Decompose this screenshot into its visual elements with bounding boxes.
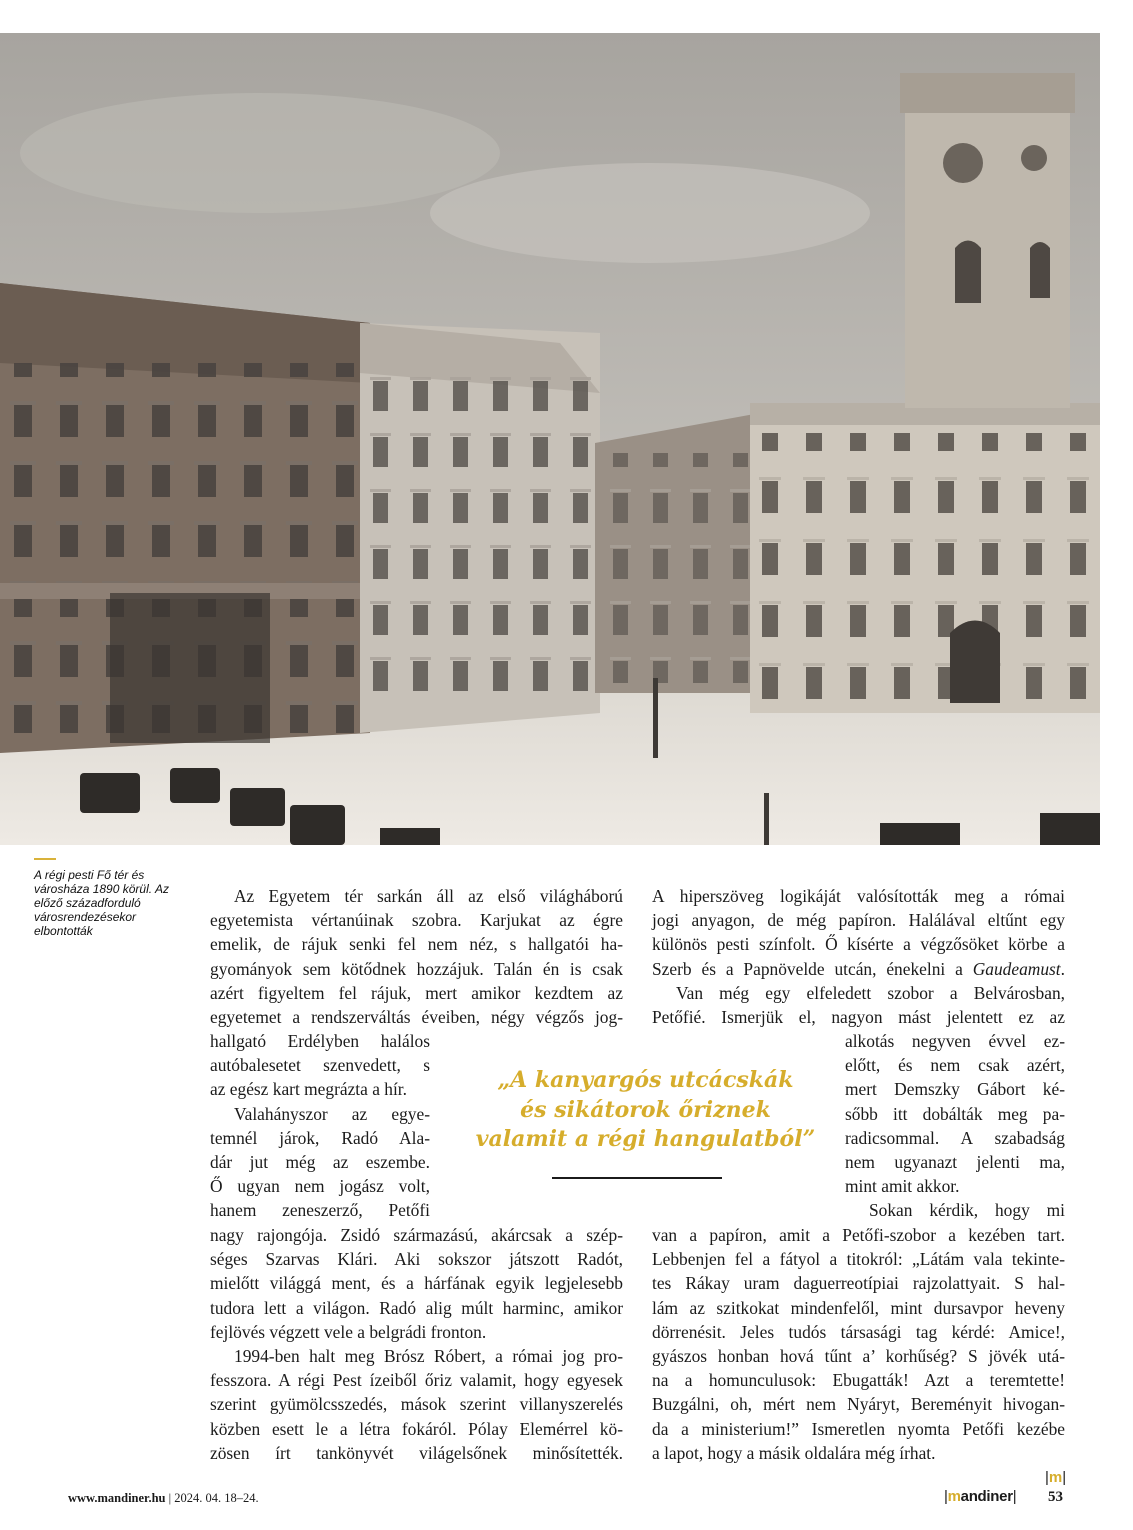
column-right-narrow	[845, 1029, 1065, 1223]
logo-m: m	[947, 1488, 961, 1505]
end-mark-bar: |	[1062, 1469, 1067, 1486]
line: radicsommal. A szabadság	[845, 1127, 1065, 1148]
line: előtt, és nem csak azért,	[845, 1055, 1065, 1076]
pull-quote-line: valamit a régi hangulatból”	[475, 1126, 816, 1152]
line: nem ugyanazt jelenti ma,	[845, 1152, 1065, 1173]
line: nagy rajongója. Zsidó származású, akárcsak a szép-	[210, 1225, 623, 1245]
line: alkotás negyven évvel ez-	[845, 1031, 1065, 1051]
line: egyetemista vértanúinak szobra. Karjukat az égre	[210, 910, 623, 931]
line	[652, 957, 1065, 981]
line: tudora lett a világon. Radó alig múlt harminc, amikor	[210, 1297, 623, 1318]
line: séges Szarvas Klári. Aki sokszor játszott Radót,	[210, 1249, 623, 1270]
line: mert Demszky Gábort ké-	[845, 1079, 1065, 1100]
text-run: Szerb és a Papnövelde utcán, énekelni a	[652, 958, 973, 979]
pull-quote	[448, 1066, 843, 1155]
line: Sokan kérdik, hogy mi	[869, 1200, 1065, 1221]
line: zösen írt tankönyvét világelsőnek minősítették.	[210, 1442, 623, 1463]
photo-caption: A régi pesti Fő tér és városháza 1890 körül. Az előző századforduló városrendezésekor elbontották	[34, 868, 169, 938]
line: autóbalesetet szenvedett, s	[210, 1055, 430, 1076]
text-run: .	[1060, 958, 1065, 979]
caption-accent-line	[34, 858, 56, 860]
end-mark-bar: |	[1045, 1469, 1049, 1486]
line: Ő ugyan nem jogász volt,	[210, 1176, 430, 1197]
column-right-top	[652, 884, 1065, 1029]
line: fejlövés végzett vele a belgrádi fronton.	[210, 1321, 487, 1342]
line: hallgató Erdélyben halálos	[210, 1031, 430, 1051]
line: A hiperszöveg logikáját valósították meg a római	[652, 886, 1065, 906]
line: van a papíron, amit a Petőfi-szobor a kezében tart.	[652, 1225, 1065, 1245]
italic-title: Gaudeamust	[972, 958, 1061, 979]
mandiner-logo	[944, 1488, 1016, 1505]
line: dörrenésit. Jeles tudós társasági tag kérdé: Amice!,	[652, 1321, 1065, 1342]
line: dár jut még az eszembe.	[210, 1152, 430, 1173]
line: gyományok sem kötődnek hozzájuk. Talán én is csak	[210, 958, 623, 979]
line: mint amit akkor.	[845, 1176, 960, 1197]
footer-date: 2024. 04. 18–24.	[174, 1491, 259, 1505]
line: Petőfié. Ismerjük el, nagyon mást jelentett ez az	[652, 1007, 1065, 1028]
pull-quote-rule	[552, 1177, 722, 1179]
line: sőbb itt dobálták meg pa-	[845, 1103, 1065, 1124]
line: hanem zeneszerző, Petőfi	[210, 1200, 430, 1221]
column-left-narrow	[210, 1029, 430, 1223]
line: lám az szitkokat mindenfelől, mint dursavpor heveny	[652, 1297, 1065, 1318]
logo-bar-left: |	[944, 1488, 948, 1505]
footer-site-date	[68, 1491, 259, 1506]
line: Buzgálni, oh, mért nem Nyáryt, Bereményit hivogan-	[652, 1394, 1065, 1415]
line: tes Rákay uram daguerreotípiai rajzolattyait. S hal-	[652, 1273, 1065, 1294]
line: mielőtt világgá ment, és a hárfának egyik legjelesebb	[210, 1273, 623, 1294]
line: Van még egy elfeledett szobor a Belvárosban,	[676, 982, 1065, 1003]
pull-quote-line: és sikátorok őriznek	[520, 1096, 771, 1123]
photo-illustration	[0, 33, 1100, 845]
line: az egész kart megrázta a hír.	[210, 1079, 407, 1100]
line: jogi anyagon, de még papíron. Halálával eltűnt egy	[652, 910, 1065, 931]
line: Lebbenjen fel a fátyol a titokról: „Látám vala tekinte-	[652, 1249, 1065, 1270]
footer-site-link[interactable]: www.mandiner.hu	[68, 1491, 166, 1505]
line: fesszora. A régi Pest ízeiből őriz valamit, hogy egyesek	[210, 1370, 623, 1391]
line: da a ministerium!” Ismeretlen nyomta Petőfi kezébe	[652, 1418, 1065, 1439]
line: 1994-ben halt meg Brósz Róbert, a római jog pro-	[234, 1346, 623, 1367]
line: azért figyeltem fel rájuk, mert amikor kezdtem az	[210, 982, 623, 1003]
column-right-bottom	[652, 1223, 1065, 1465]
end-mark-letter: m	[1048, 1469, 1063, 1486]
line: temnél járok, Radó Ala-	[210, 1127, 430, 1148]
line: a lapot, hogy a másik oldalára még írhat.	[652, 1442, 936, 1463]
line: Az Egyetem tér sarkán áll az első világháború	[234, 886, 623, 906]
page-number: 53	[1048, 1489, 1063, 1505]
column-left-top	[210, 884, 623, 1029]
logo-bar-right: |	[1012, 1488, 1017, 1505]
line: emelik, de rájuk senki fel nem néz, s hallgatói ha-	[210, 934, 623, 955]
line: közben esett le a létra fokáról. Pólay Elemérrel kö-	[210, 1418, 623, 1439]
line: egyetemet a rendszerváltás éveiben, négy végzős jog-	[210, 1007, 623, 1028]
line: gyászos honban hová tűnt a’ korhűség? S jövék utá-	[652, 1346, 1065, 1367]
line: szerint gyümölcsszedés, mások szerint villanyszerelés	[210, 1394, 623, 1415]
end-of-article-mark	[1045, 1469, 1066, 1486]
column-left-bottom	[210, 1223, 623, 1465]
historic-photo-fo-ter	[0, 33, 1100, 845]
line: Valahányszor az egye-	[234, 1103, 430, 1124]
line: különös pesti színfolt. Ő kísérte a végzősöket körbe a	[652, 934, 1065, 955]
line: na a homunculusok: Ebugatták! Azt a teremtette!	[652, 1370, 1065, 1391]
logo-text: andiner	[960, 1488, 1013, 1505]
pull-quote-line: „A kanyargós utcácskák	[497, 1067, 794, 1093]
footer-separator: |	[165, 1491, 175, 1505]
